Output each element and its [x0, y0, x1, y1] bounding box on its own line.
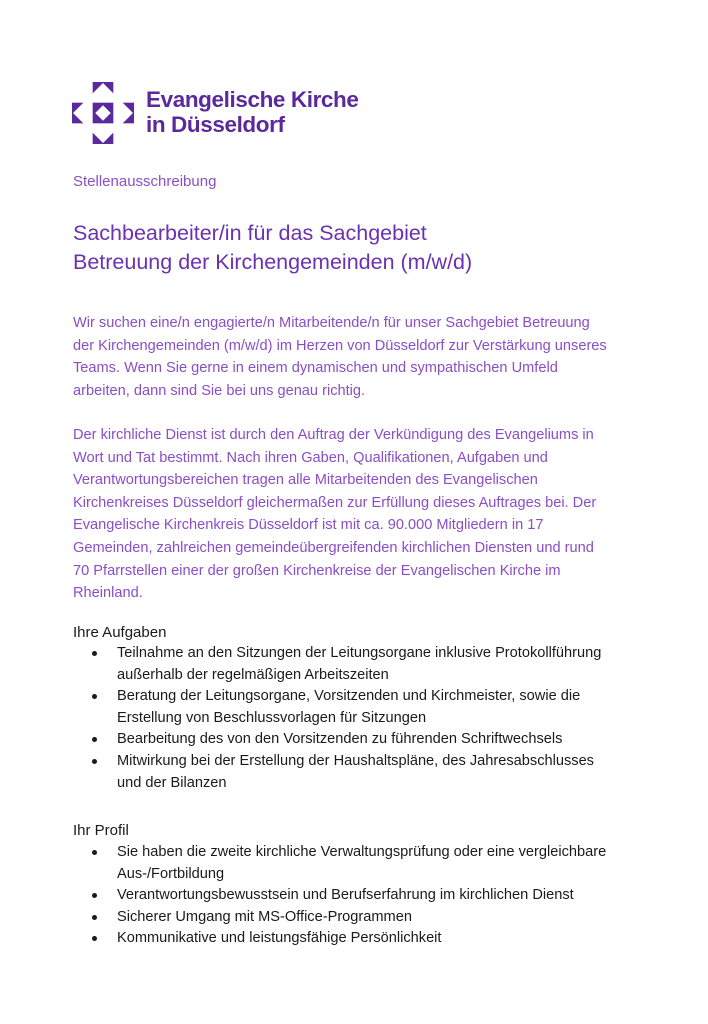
- about-line: Kirchenkreises Düsseldorf gleichermaßen zur Erfüllung dieses Auftrages bei. Der: [73, 494, 597, 511]
- brand-name-line1: Evangelische Kirche: [146, 87, 359, 112]
- about-paragraph: [73, 424, 633, 605]
- about-line: Evangelische Kirchenkreis Düsseldorf ist mit ca. 90.000 Mitgliedern in 17: [73, 517, 544, 534]
- intro-line: Teams. Wenn Sie gerne in einem dynamischen und sympathischen Umfeld: [73, 360, 558, 377]
- brand-name-line2: in Düsseldorf: [146, 112, 285, 137]
- list-item-text: Erstellung von Beschlussvorlagen für Sitzungen: [117, 709, 427, 726]
- intro-line: arbeiten, dann sind Sie bei uns genau richtig.: [73, 382, 366, 399]
- about-line: Verantwortungsbereichen tragen alle Mitarbeitenden des Evangelischen: [73, 472, 538, 489]
- job-title-line1: Sachbearbeiter/in für das Sachgebiet: [73, 221, 427, 245]
- list-item-text: Mitwirkung bei der Erstellung der Haushaltspläne, des Jahresabschlusses: [117, 752, 594, 769]
- bullet-icon: [92, 936, 97, 941]
- list-item-text: Teilnahme an den Sitzungen der Leitungsorgane inklusive Protokollführung: [117, 645, 602, 661]
- list-item-text: Bearbeitung des von den Vorsitzenden zu führenden Schriftwechsels: [117, 731, 563, 748]
- list-item: [73, 842, 606, 885]
- bullet-icon: [92, 651, 97, 656]
- intro-paragraph: [73, 312, 633, 402]
- about-line: Wort und Tat bestimmt. Nach ihren Gaben, Qualifikationen, Aufgaben und: [73, 449, 548, 466]
- bullet-icon: [92, 850, 97, 855]
- about-line: Rheinland.: [73, 585, 143, 602]
- bullet-icon: [92, 915, 97, 920]
- bullet-icon: [92, 737, 97, 742]
- list-item-text: Kommunikative und leistungsfähige Persönlichkeit: [117, 930, 442, 947]
- bullet-icon: [92, 893, 97, 898]
- brand-name: [146, 87, 359, 137]
- list-item-text: außerhalb der regelmäßigen Arbeitszeiten: [117, 666, 389, 683]
- tasks-list: [73, 643, 601, 794]
- about-line: Gemeinden, zahlreichen gemeindeübergreifenden kirchlichen Diensten und rund: [73, 539, 594, 556]
- list-item-text: und der Bilanzen: [117, 774, 227, 791]
- list-item-text: Sicherer Umgang mit MS-Office-Programmen: [117, 908, 412, 925]
- bullet-icon: [92, 694, 97, 699]
- list-item: [73, 729, 601, 751]
- job-title: [73, 219, 472, 277]
- list-item: [73, 928, 606, 950]
- list-item-text: Verantwortungsbewusstsein und Berufserfahrung im kirchlichen Dienst: [117, 887, 574, 904]
- list-item-text: Sie haben die zweite kirchliche Verwaltungsprüfung oder eine vergleichbare: [117, 844, 607, 860]
- list-item: [73, 907, 606, 929]
- list-item: [73, 686, 601, 729]
- document-kicker: Stellenausschreibung: [73, 173, 217, 190]
- list-item: [73, 885, 606, 907]
- bullet-icon: [92, 759, 97, 764]
- list-item: [73, 643, 601, 686]
- profile-list: [73, 842, 606, 950]
- intro-line: Wir suchen eine/n engagierte/n Mitarbeitende/n für unser Sachgebiet Betreuung: [73, 315, 590, 331]
- cross-diamond-logo-icon: [72, 82, 134, 144]
- about-line: Der kirchliche Dienst ist durch den Auftrag der Verkündigung des Evangeliums in: [73, 427, 594, 443]
- list-item: [73, 751, 601, 794]
- about-line: 70 Pfarrstellen einer der großen Kirchenkreise der Evangelischen Kirche im: [73, 562, 561, 579]
- profile-heading: Ihr Profil: [73, 822, 129, 839]
- brand-logo: [72, 82, 134, 144]
- intro-line: der Kirchengemeinden (m/w/d) im Herzen von Düsseldorf zur Verstärkung unseres: [73, 337, 607, 354]
- list-item-text: Beratung der Leitungsorgane, Vorsitzenden und Kirchmeister, sowie die: [117, 688, 581, 705]
- tasks-heading: Ihre Aufgaben: [73, 624, 167, 641]
- job-title-line2: Betreuung der Kirchengemeinden (m/w/d): [73, 250, 473, 274]
- list-item-text: Aus-/Fortbildung: [117, 865, 225, 882]
